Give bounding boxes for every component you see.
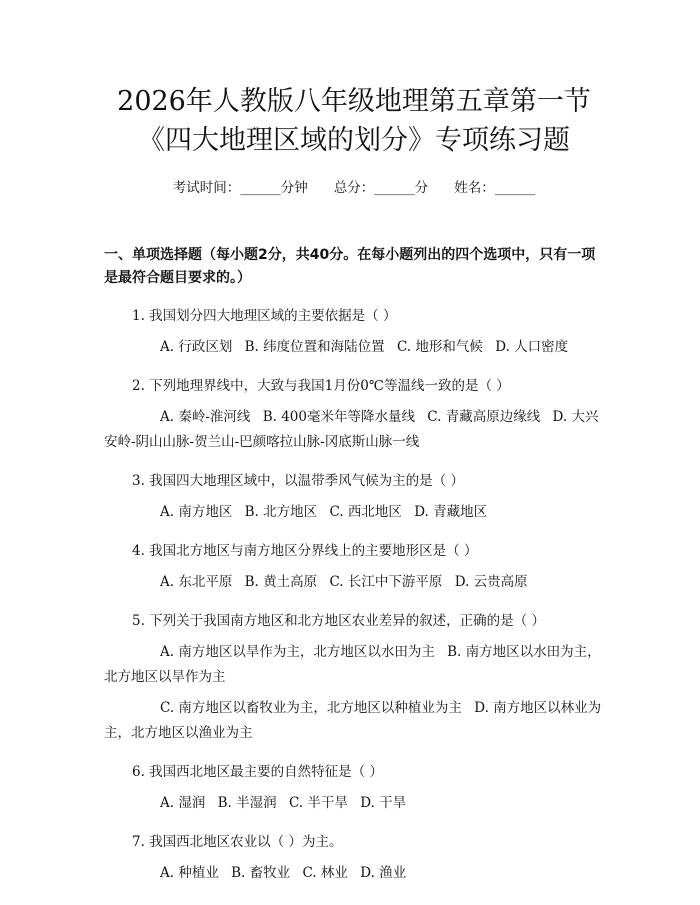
option-b: B. 400毫米年等降水量线 bbox=[262, 409, 415, 425]
question-stem: 5. 下列关于我国南方地区和北方地区农业差异的叙述，正确的是（ ） bbox=[132, 613, 545, 629]
question-6 bbox=[104, 760, 604, 816]
option-a: A. 行政区划 bbox=[160, 339, 233, 355]
question-options bbox=[104, 696, 604, 746]
option-b: B. 黄土高原 bbox=[244, 574, 318, 590]
question-2 bbox=[104, 374, 604, 455]
question-options bbox=[104, 405, 604, 455]
document-title: 2026年人教版八年级地理第五章第一节《四大地理区域的划分》专项练习题 bbox=[117, 86, 591, 156]
exam-meta bbox=[104, 178, 604, 198]
question-options bbox=[104, 570, 604, 595]
option-c: C. 西北地区 bbox=[329, 504, 402, 520]
option-c: C. 长江中下游平原 bbox=[329, 574, 443, 590]
question-stem: 7. 我国西北地区农业以（ ）为主。 bbox=[132, 834, 343, 850]
question-options bbox=[104, 861, 604, 886]
question-1 bbox=[104, 304, 604, 360]
option-b: B. 畜牧业 bbox=[231, 865, 291, 881]
option-b: B. 北方地区 bbox=[244, 504, 318, 520]
question-options bbox=[104, 335, 604, 360]
option-d: D. 人口密度 bbox=[495, 339, 569, 355]
question-options bbox=[104, 500, 604, 525]
option-b: B. 南方地区以水田为主，北方地区以旱作为主 bbox=[104, 644, 601, 685]
question-stem: 1. 我国划分四大地理区域的主要依据是（ ） bbox=[132, 308, 397, 324]
option-c: C. 半干旱 bbox=[288, 795, 348, 811]
option-a: A. 种植业 bbox=[160, 865, 219, 881]
question-3 bbox=[104, 469, 604, 525]
option-d: D. 干旱 bbox=[360, 795, 407, 811]
student-name: 姓名：______ bbox=[454, 180, 536, 196]
question-stem: 2. 下列地理界线中，大致与我国1月份0℃等温线一致的是（ ） bbox=[132, 378, 510, 394]
option-b: B. 半湿润 bbox=[217, 795, 277, 811]
option-b: B. 纬度位置和海陆位置 bbox=[244, 339, 385, 355]
section-heading: 一、单项选择题（每小题2分，共40分。在每小题列出的四个选项中，只有一项是最符合题目要求的。） bbox=[104, 247, 596, 286]
option-c: C. 南方地区以畜牧业为主，北方地区以种植业为主 bbox=[160, 700, 462, 716]
option-a: A. 湿润 bbox=[160, 795, 206, 811]
option-d: D. 青藏地区 bbox=[414, 504, 488, 520]
option-d: D. 大兴安岭-阴山山脉-贺兰山-巴颜喀拉山脉-冈底斯山脉一线 bbox=[104, 409, 599, 450]
total-score: 总分：______分 bbox=[333, 180, 429, 196]
option-a: A. 秦岭-淮河线 bbox=[160, 409, 251, 425]
question-options bbox=[104, 791, 604, 816]
question-stem: 3. 我国四大地理区域中，以温带季风气候为主的是（ ） bbox=[132, 473, 464, 489]
option-c: C. 林业 bbox=[302, 865, 348, 881]
question-5 bbox=[104, 609, 604, 746]
question-stem: 4. 我国北方地区与南方地区分界线上的主要地形区是（ ） bbox=[132, 543, 478, 559]
question-options bbox=[104, 640, 604, 690]
question-7 bbox=[104, 830, 604, 886]
exam-time: 考试时间：______分钟 bbox=[172, 180, 308, 196]
option-c: C. 地形和气候 bbox=[396, 339, 483, 355]
option-d: D. 渔业 bbox=[360, 865, 407, 881]
option-c: C. 青藏高原边缘线 bbox=[427, 409, 541, 425]
question-stem: 6. 我国西北地区最主要的自然特征是（ ） bbox=[132, 764, 383, 780]
option-a: A. 南方地区以旱作为主，北方地区以水田为主 bbox=[160, 644, 435, 660]
option-a: A. 南方地区 bbox=[160, 504, 233, 520]
option-a: A. 东北平原 bbox=[160, 574, 233, 590]
question-4 bbox=[104, 539, 604, 595]
option-d: D. 云贵高原 bbox=[454, 574, 528, 590]
option-d: D. 南方地区以林业为主，北方地区以渔业为主 bbox=[104, 700, 602, 741]
